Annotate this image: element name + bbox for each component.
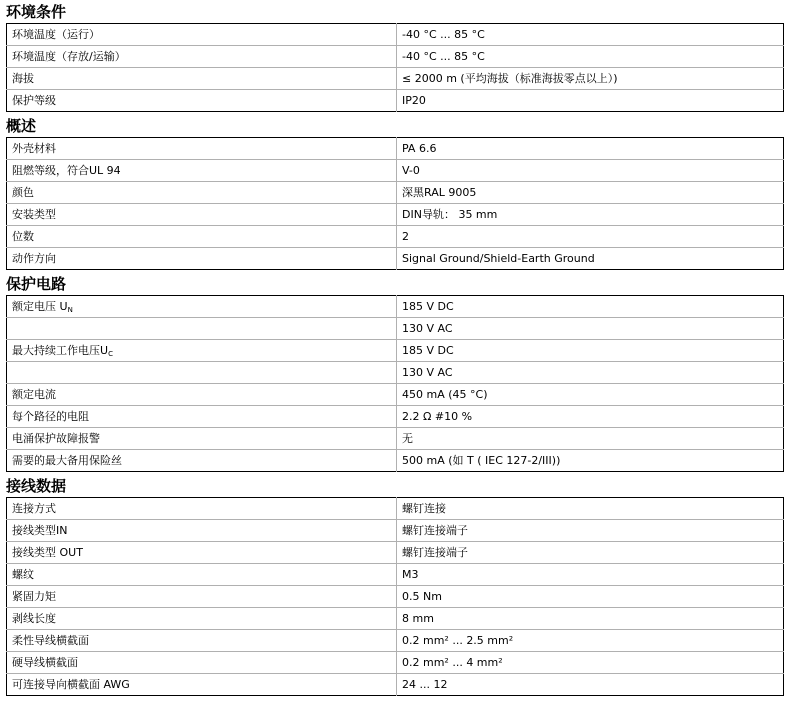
row-label-cell xyxy=(7,652,397,674)
section-title: 环境条件 xyxy=(6,3,67,21)
row-label: 环境温度（运行） xyxy=(12,27,100,41)
row-label-cell xyxy=(7,542,397,564)
row-value: M3 xyxy=(397,564,784,586)
table-row xyxy=(7,160,784,182)
row-label: 额定电流 xyxy=(12,387,56,401)
table-row xyxy=(7,630,784,652)
row-label-cell xyxy=(7,586,397,608)
table-row xyxy=(7,138,784,160)
row-label: 额定电压 U xyxy=(12,299,68,313)
row-value: 2 xyxy=(397,226,784,248)
table-row xyxy=(7,68,784,90)
row-value: 185 V DC xyxy=(397,340,784,362)
section-title: 保护电路 xyxy=(6,275,67,293)
row-value: 无 xyxy=(397,428,784,450)
row-label-cell xyxy=(7,498,397,520)
row-label-cell xyxy=(7,296,397,318)
row-label: 阻燃等级，符合UL 94 xyxy=(12,163,121,177)
row-label-cell xyxy=(7,384,397,406)
spec-table xyxy=(6,137,784,270)
row-value: 24 ... 12 xyxy=(397,674,784,696)
row-label: 海拔 xyxy=(12,71,34,85)
row-label: 动作方向 xyxy=(12,251,56,265)
spec-table xyxy=(6,295,784,472)
row-label: 电涌保护故障报警 xyxy=(12,431,100,445)
row-value: 130 V AC xyxy=(397,362,784,384)
row-value: 螺钉连接 xyxy=(402,501,446,515)
row-value: 螺钉连接端子 xyxy=(397,542,784,564)
row-label: 可连接导向横截面 AWG xyxy=(12,677,130,691)
row-label-cell xyxy=(7,674,397,696)
table-row xyxy=(7,652,784,674)
table-row xyxy=(7,340,784,362)
row-label-cell xyxy=(7,24,397,46)
table-row xyxy=(7,450,784,472)
table-row xyxy=(7,248,784,270)
row-value: 8 mm xyxy=(397,608,784,630)
row-label: 每个路径的电阻 xyxy=(12,409,89,423)
row-value: 深黑RAL 9005 xyxy=(397,182,784,204)
row-label: 硬导线横截面 xyxy=(12,655,78,669)
row-label: 接线类型 OUT xyxy=(12,545,83,559)
spec-table xyxy=(6,497,784,696)
row-value: 2.2 Ω #10 % xyxy=(397,406,784,428)
table-row xyxy=(7,674,784,696)
row-value: IP20 xyxy=(397,90,784,112)
row-label-cell xyxy=(7,226,397,248)
row-value: 500 mA (如 T ( IEC 127-2/III)) xyxy=(397,450,784,472)
row-label: 最大持续工作电压U xyxy=(12,343,109,357)
row-label: 颜色 xyxy=(12,185,34,199)
row-label-cell xyxy=(7,46,397,68)
table-row xyxy=(7,428,784,450)
row-value: 450 mA (45 °C) xyxy=(397,384,784,406)
row-label-cell xyxy=(7,68,397,90)
row-value: DIN导轨： 35 mm xyxy=(397,204,784,226)
row-label-cell xyxy=(7,340,397,362)
row-value: 130 V AC xyxy=(397,318,784,340)
row-value: 0.2 mm² ... 2.5 mm² xyxy=(397,630,784,652)
row-label: 需要的最大备用保险丝 xyxy=(12,453,122,467)
row-label-cell xyxy=(7,520,397,542)
row-label-subscript: C xyxy=(108,349,113,358)
row-label: 环境温度（存放/运输） xyxy=(12,49,126,63)
row-label: 位数 xyxy=(12,229,34,243)
row-value: 185 V DC xyxy=(402,299,454,313)
row-label-cell xyxy=(7,406,397,428)
table-row xyxy=(7,318,784,340)
row-label-cell xyxy=(7,182,397,204)
table-row xyxy=(7,226,784,248)
row-value: -40 °C ... 85 °C xyxy=(397,46,784,68)
row-label-cell xyxy=(7,248,397,270)
table-row xyxy=(7,564,784,586)
row-label: 保护等级 xyxy=(12,93,56,107)
row-label-cell xyxy=(7,204,397,226)
table-row xyxy=(7,384,784,406)
table-row xyxy=(7,204,784,226)
row-label: 连接方式 xyxy=(12,501,56,515)
table-row xyxy=(7,520,784,542)
row-label-cell xyxy=(7,608,397,630)
table-row xyxy=(7,542,784,564)
row-label-cell xyxy=(7,450,397,472)
row-label-cell xyxy=(7,90,397,112)
table-row xyxy=(7,586,784,608)
row-label: 柔性导线横截面 xyxy=(12,633,89,647)
table-row xyxy=(7,362,784,384)
row-label: 紧固力矩 xyxy=(12,589,56,603)
row-label-cell xyxy=(7,428,397,450)
row-label-cell xyxy=(7,564,397,586)
row-label: 安装类型 xyxy=(12,207,56,221)
row-label: 螺纹 xyxy=(12,567,34,581)
row-label-cell xyxy=(7,630,397,652)
row-value: PA 6.6 xyxy=(402,141,437,155)
row-label: 接线类型IN xyxy=(12,523,68,537)
row-label-cell xyxy=(7,138,397,160)
row-label: 剥线长度 xyxy=(12,611,56,625)
row-label-cell xyxy=(7,362,397,384)
table-row xyxy=(7,90,784,112)
row-value: ≤ 2000 m (平均海拔（标准海拔零点以上）) xyxy=(397,68,784,90)
section-title: 接线数据 xyxy=(6,477,67,495)
table-row xyxy=(7,296,784,318)
section-title: 概述 xyxy=(6,117,37,135)
table-row xyxy=(7,46,784,68)
row-label-cell xyxy=(7,160,397,182)
row-value: 螺钉连接端子 xyxy=(397,520,784,542)
table-row xyxy=(7,498,784,520)
row-value: Signal Ground/Shield-Earth Ground xyxy=(397,248,784,270)
row-value: V-0 xyxy=(397,160,784,182)
spec-document xyxy=(6,0,784,696)
row-value: 0.2 mm² ... 4 mm² xyxy=(397,652,784,674)
table-row xyxy=(7,406,784,428)
table-row xyxy=(7,182,784,204)
row-label: 外壳材料 xyxy=(12,141,56,155)
row-label-cell xyxy=(7,318,397,340)
spec-table xyxy=(6,23,784,112)
row-label-subscript: N xyxy=(67,305,73,314)
table-row xyxy=(7,608,784,630)
row-value: -40 °C ... 85 °C xyxy=(402,27,485,41)
table-row xyxy=(7,24,784,46)
row-value: 0.5 Nm xyxy=(397,586,784,608)
